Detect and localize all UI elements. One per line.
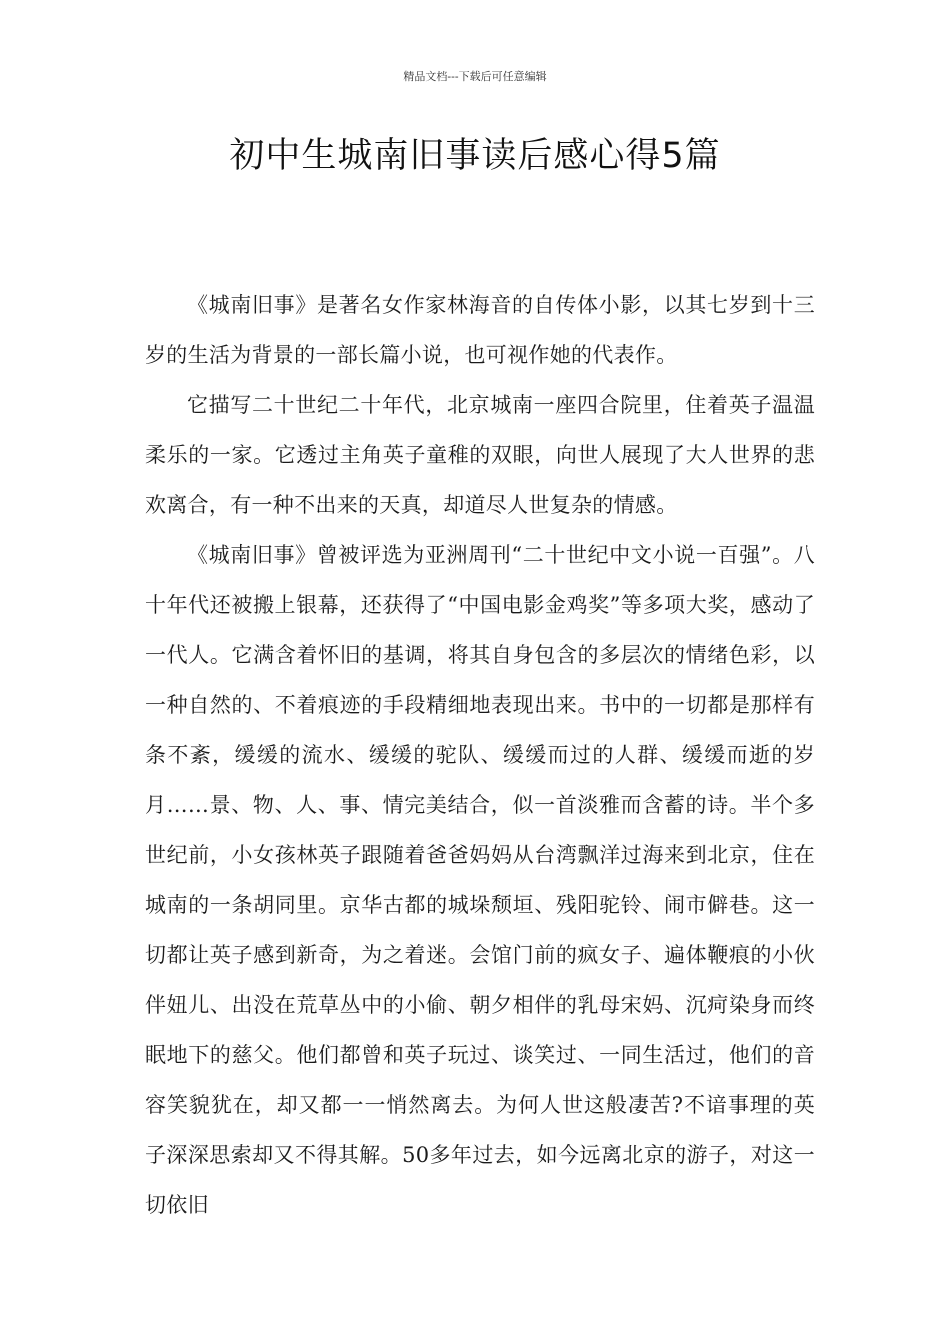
header-note: 精品文档---下载后可任意编辑 xyxy=(403,70,547,83)
document-title: 初中生城南旧事读后感心得5篇 xyxy=(229,136,721,176)
paragraph-1: 《城南旧事》是著名女作家林海音的自传体小影，以其七岁到十三岁的生活为背景的一部长篇小说，也可视作她的代表作。 xyxy=(145,293,815,367)
paragraph-3: 《城南旧事》曾被评选为亚洲周刊“二十世纪中文小说一百强”。八十年代还被搬上银幕，还获得了“中国电影金鸡奖”等多项大奖，感动了一代人。它满含着怀旧的基调，将其自身包含的多层次的情绪色彩，以一种自然的、不着痕迹的手段精细地表现出来。书中的一切都是那样有条不紊，缓缓的流水、缓缓的驼队、缓缓而过的人群、缓缓而逝的岁月……景、物、人、事、情完美结合，似一首淡雅而含蓄的诗。半个多世纪前，小女孩林英子跟随着爸爸妈妈从台湾飘洋过海来到北京，住在城南的一条胡同里。京华古都的城垛颓垣、残阳驼铃、闹市僻巷。这一切都让英子感到新奇，为之着迷。会馆门前的疯女子、遍体鞭痕的小伙伴妞儿、出没在荒草丛中的小偷、朝夕相伴的乳母宋妈、沉疴染身而终眠地下的慈父。他们都曾和英子玩过、谈笑过、一同生活过，他们的音容笑貌犹在，却又都一一悄然离去。为何人世这般凄苦?不谙事理的英子深深思索却又不得其解。50多年过去，如今远离北京的游子，对这一切依旧 xyxy=(145,543,815,1217)
document-body xyxy=(145,280,815,1230)
paragraph-2: 它描写二十世纪二十年代，北京城南一座四合院里，住着英子温温柔乐的一家。它透过主角英子童稚的双眼，向世人展现了大人世界的悲欢离合，有一种不出来的天真，却道尽人世复杂的情感。 xyxy=(145,393,815,517)
